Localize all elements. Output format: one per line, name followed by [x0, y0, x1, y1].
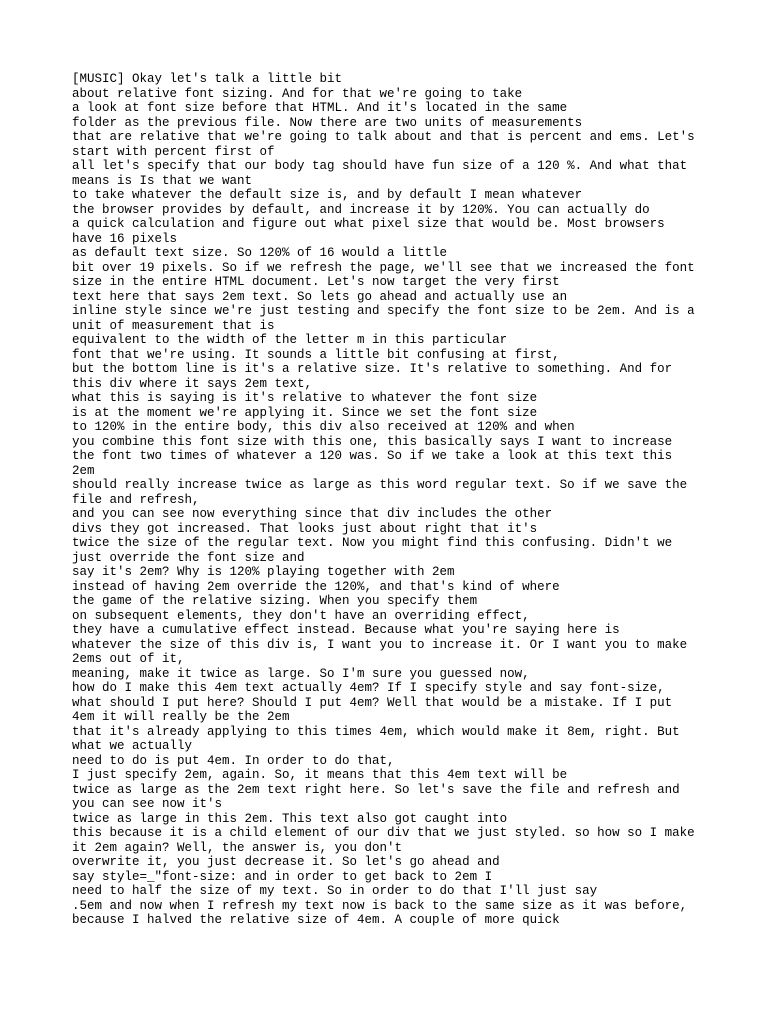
transcript-line: what this is saying is it's relative to whatever the font size — [72, 391, 538, 405]
transcript-line: how do I make this 4em text actually 4em? If I specify style and say font-size, — [72, 681, 665, 695]
transcript-line: font that we're using. It sounds a little bit confusing at first, — [72, 347, 560, 362]
transcript-line: that it's already applying to this times 4em, which would make it 8em, right. But — [72, 724, 680, 739]
transcript-line: to 120% in the entire body, this div also received at 120% and when — [72, 420, 575, 434]
transcript-line: is at the moment we're applying it. Since we set the font size — [72, 405, 538, 420]
transcript-line: whatever the size of this div is, I want you to increase it. Or I want you to make — [72, 637, 688, 652]
transcript-line: what should I put here? Should I put 4em? Well that would be a mistake. If I put — [72, 695, 673, 710]
transcript-line: and you can see now everything since that div includes the other — [72, 507, 553, 521]
transcript-line: 2ems out of it, — [72, 652, 185, 666]
transcript-line: .5em and now when I refresh my text now is back to the same size as it was before, — [72, 898, 688, 913]
transcript-line: 4em it will really be the 2em — [72, 710, 290, 724]
transcript-line: folder as the previous file. Now there are two units of measurements — [72, 115, 583, 130]
transcript-line: equivalent to the width of the letter m in this particular — [72, 333, 508, 347]
transcript-line: text here that says 2em text. So lets go ahead and actually use an — [72, 289, 568, 304]
transcript-line: what we actually — [72, 739, 193, 753]
transcript-line: it 2em again? Well, the answer is, you don't — [72, 840, 403, 855]
transcript-line: have 16 pixels — [72, 231, 178, 246]
transcript-line: [MUSIC] Okay let's talk a little bit — [72, 72, 343, 86]
transcript-line: this div where it says 2em text, — [72, 376, 313, 391]
transcript-line: instead of having 2em override the 120%, and that's kind of where — [72, 579, 560, 594]
transcript-line: I just specify 2em, again. So, it means that this 4em text will be — [72, 768, 568, 782]
transcript-line: the browser provides by default, and increase it by 120%. You can actually do — [72, 202, 650, 217]
transcript-line: on subsequent elements, they don't have an overriding effect, — [72, 608, 530, 623]
transcript-line: a quick calculation and figure out what pixel size that would be. Most browsers — [72, 217, 665, 231]
transcript-line: the font two times of whatever a 120 was. So if we take a look at this text this — [72, 449, 673, 463]
transcript-line: bit over 19 pixels. So if we refresh the page, we'll see that we increased the font — [72, 260, 695, 275]
transcript-line: this because it is a child element of our div that we just styled. so how so I make — [72, 826, 695, 840]
transcript-line: should really increase twice as large as this word regular text. So if we save the — [72, 478, 688, 492]
transcript-line: unit of measurement that is — [72, 318, 275, 333]
transcript-line: you can see now it's — [72, 797, 223, 811]
transcript-line: inline style since we're just testing and specify the font size to be 2em. And is a — [72, 304, 695, 318]
transcript-line: file and refresh, — [72, 492, 200, 507]
transcript-line: twice as large in this 2em. This text also got caught into — [72, 811, 508, 826]
transcript-line: they have a cumulative effect instead. Because what you're saying here is — [72, 623, 620, 637]
transcript-line: a look at font size before that HTML. And it's located in the same — [72, 101, 568, 115]
transcript-line: to take whatever the default size is, and by default I mean whatever — [72, 188, 583, 202]
transcript-line: size in the entire HTML document. Let's now target the very first — [72, 275, 560, 289]
transcript-line: twice the size of the regular text. Now you might find this confusing. Didn't we — [72, 536, 673, 550]
transcript-line: about relative font sizing. And for that we're going to take — [72, 86, 523, 101]
transcript-line: meaning, make it twice as large. So I'm sure you guessed now, — [72, 666, 530, 681]
transcript-text — [72, 72, 712, 928]
transcript-line: all let's specify that our body tag should have fun size of a 120 %. And what that — [72, 159, 688, 173]
transcript-line: divs they got increased. That looks just about right that it's — [72, 521, 538, 536]
transcript-line: the game of the relative sizing. When you specify them — [72, 594, 478, 608]
transcript-line: because I halved the relative size of 4em. A couple of more quick — [72, 913, 560, 927]
transcript-line: need to do is put 4em. In order to do that, — [72, 753, 395, 768]
transcript-line: but the bottom line is it's a relative size. It's relative to something. And for — [72, 362, 673, 376]
transcript-line: that are relative that we're going to talk about and that is percent and ems. Let's — [72, 130, 695, 144]
transcript-line: say it's 2em? Why is 120% playing together with 2em — [72, 565, 455, 579]
transcript-line: you combine this font size with this one, this basically says I want to increase — [72, 434, 673, 449]
transcript-line: just override the font size and — [72, 550, 305, 565]
transcript-line: overwrite it, you just decrease it. So let's go ahead and — [72, 855, 500, 869]
transcript-line: say style=_"font-size: and in order to get back to 2em I — [72, 869, 493, 884]
transcript-line: start with percent first of — [72, 144, 275, 159]
transcript-line: need to half the size of my text. So in order to do that I'll just say — [72, 884, 598, 898]
transcript-line: means is Is that we want — [72, 173, 253, 188]
transcript-line: 2em — [72, 463, 95, 478]
transcript-line: twice as large as the 2em text right here. So let's save the file and refresh and — [72, 782, 680, 797]
transcript-line: as default text size. So 120% of 16 would a little — [72, 246, 448, 260]
